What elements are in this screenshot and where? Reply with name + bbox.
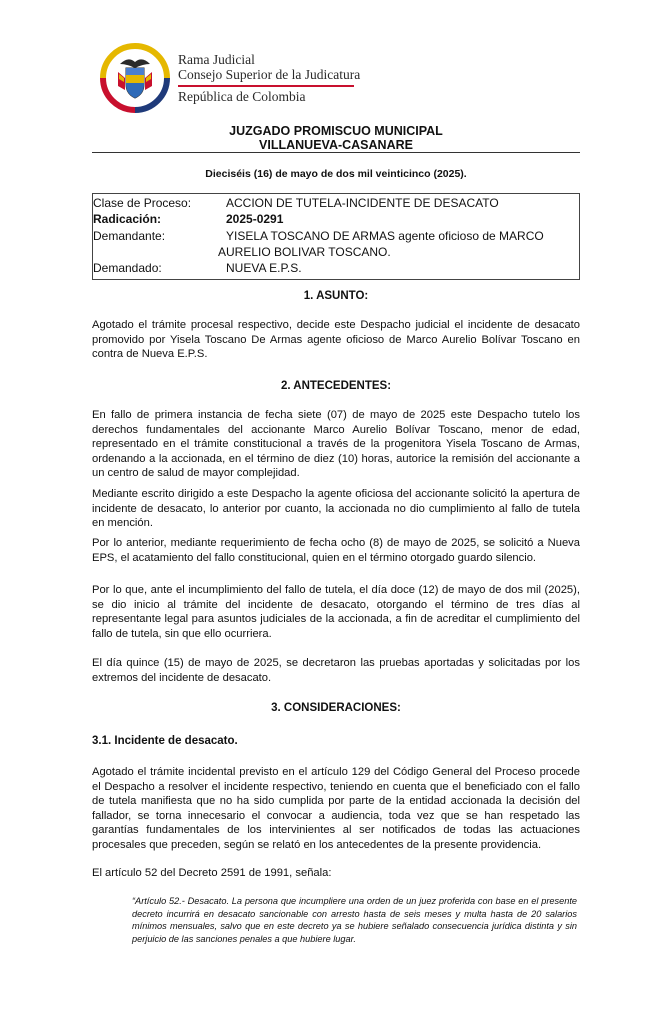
section-1-title: 1. ASUNTO: [303, 290, 369, 302]
radicacion-value: 2025-0291 [226, 212, 284, 226]
radicacion-label: Radicación: [93, 212, 162, 226]
clase-value: ACCION DE TUTELA-INCIDENTE DE DESACATO [226, 196, 499, 210]
paragraph-antecedentes-2: Mediante escrito dirigido a este Despacho la agente oficiosa del accionante solicitó la apertura de incidente de desacato, lo anterior por cuanto, la accionada no dio cumplimiento al fallo de tutela en mención. [92, 488, 580, 530]
paragraph-antecedentes-3: Por lo anterior, mediante requerimiento de fecha ocho (8) de mayo de 2025, se solicitó a Nueva EPS, el acatamiento del fallo constitucional, quien en el término otorgado guardo silencio. [92, 537, 580, 564]
demandado-value: NUEVA E.P.S. [226, 261, 302, 275]
document-date: Dieciséis (16) de mayo de dos mil veinticinco (2025). [205, 168, 467, 180]
brand-line-2: Consejo Superior de la Judicatura [178, 67, 361, 82]
paragraph-antecedentes-4: Por lo que, ante el incumplimiento del fallo de tutela, el día doce (12) de mayo de dos mil (2025), se dio inicio al trámite del incidente de desacato, otorgando el término de tres días al representante legal para asuntos judiciales de la accionada, a fin de acreditar el cumplimiento del fallo de tutela, sin que ello ocurriera. [92, 584, 580, 640]
court-heading [92, 124, 580, 152]
demandante-value-1: YISELA TOSCANO DE ARMAS agente oficioso de MARCO [226, 229, 544, 243]
paragraph-consideraciones-1: Agotado el trámite incidental previsto en el artículo 129 del Código General del Proceso procede el Despacho a resolver el incidente respectivo, teniendo en cuenta que el beneficiado con el fallo de tutela manifiesta que no ha sido cumplida por parte de la entidad accionada la decisión del fallador, se torna innecesario el convocar a audiencia, toda vez que se han respetado las garantías fundamentales de los intervinientes al ser notificados de todas las actuaciones procesales que preceden, según se relató en los antecedentes de la presente providencia. [92, 766, 580, 851]
paragraph-asunto: Agotado el trámite procesal respectivo, decide este Despacho judicial el incidente de desacato promovido por Yisela Toscano De Armas agente oficioso de Marco Aurelio Bolívar Toscano en contra de Nueva E.P.S. [92, 319, 580, 361]
quoted-article-52: “Artículo 52.- Desacato. La persona que incumpliere una orden de un juez proferida con base en el presente decreto incurrirá en desacato sancionable con arresto hasta de seis meses y multa hasta de 20 salarios mínimos mensuales, salvo que en este decreto ya se hubiere señalado consecuencia jurídica distinta y sin perjuicio de las sanciones penales a que hubiere lugar. [132, 896, 577, 944]
heading-divider [92, 152, 580, 153]
subsection-3-1-title: 3.1. Incidente de desacato. [92, 735, 238, 747]
brand-divider [178, 85, 354, 87]
demandante-label: Demandante: [93, 229, 166, 243]
section-2-title: 2. ANTECEDENTES: [280, 380, 392, 392]
court-name: JUZGADO PROMISCUO MUNICIPAL [229, 124, 443, 138]
demandante-value-2: AURELIO BOLIVAR TOSCANO. [218, 245, 391, 259]
court-location: VILLANUEVA-CASANARE [259, 138, 413, 152]
brand-line-3: República de Colombia [178, 89, 306, 104]
case-info-table [92, 193, 580, 280]
section-3-title: 3. CONSIDERACIONES: [271, 702, 401, 714]
paragraph-antecedentes-1: En fallo de primera instancia de fecha siete (07) de mayo de 2025 este Despacho tutelo los derechos fundamentales del accionante Marco Aurelio Bolívar Toscano, menor de edad, representado en el trámite constitucional a través de la progenitora Yisela Toscano de Armas, ordenando a la accionada, en el término de diez (10) horas, autorice la remisión del accionante a un centro de salud de mayor complejidad. [92, 409, 580, 480]
demandado-label: Demandado: [93, 261, 162, 275]
clase-label: Clase de Proceso: [93, 196, 192, 210]
brand-line-1: Rama Judicial [178, 52, 255, 67]
paragraph-antecedentes-5: El día quince (15) de mayo de 2025, se decretaron las pruebas aportadas y solicitadas por los extremos del incidente de desacato. [92, 657, 580, 684]
coat-of-arms-logo-icon [98, 42, 172, 114]
paragraph-consideraciones-2: El artículo 52 del Decreto 2591 de 1991, señala: [92, 867, 332, 879]
